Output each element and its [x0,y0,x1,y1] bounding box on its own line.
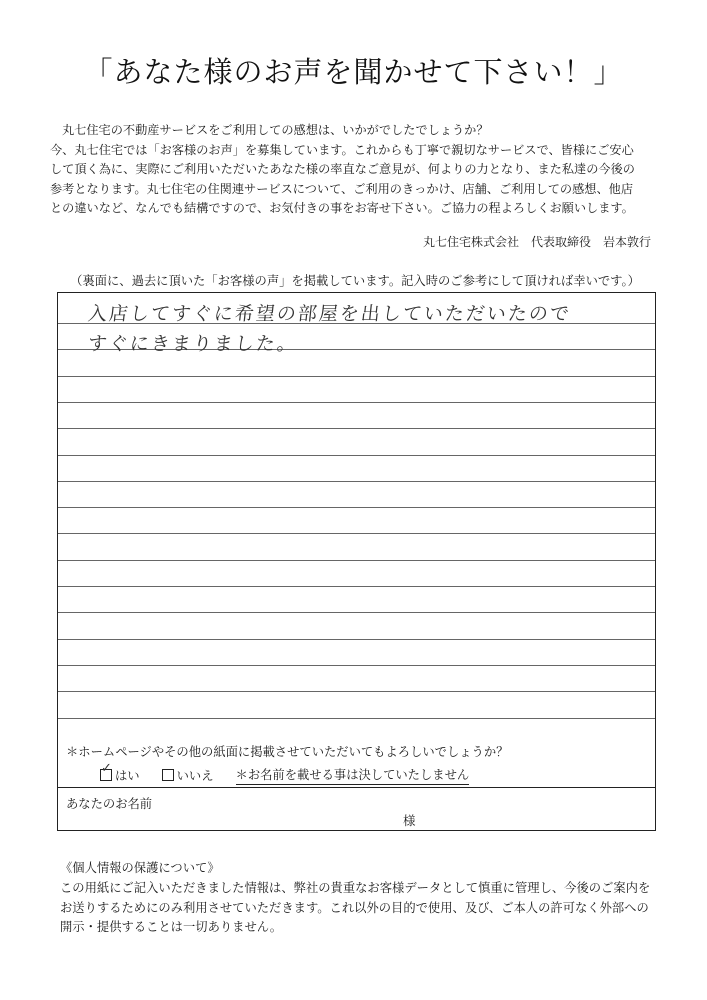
privacy-line: お送りするためにのみ利用させていただきます。これ以外の目的で使用、及び、ご本人の許可なく外部への [60,900,649,915]
honorific: 様 [403,813,416,828]
ruled-line [58,612,655,613]
checkmark-icon: ✓ [101,761,112,776]
ruled-line [58,691,655,692]
handwritten-comment-line: すぐにきまりました。 [86,333,300,355]
no-checkbox[interactable] [162,769,174,781]
no-label: いいえ [176,769,214,783]
ruled-line [58,428,655,429]
intro-line: との違いなど、なんでも結構ですので、お気付きの事をお寄せ下さい。ご協力の程よろしくお願いします。 [50,201,634,215]
ruled-line [58,560,655,561]
permission-options [100,761,470,785]
ruled-line [58,533,655,534]
name-label: あなたのお名前 [66,797,153,811]
privacy-line: 開示・提供することは一切ありません。 [60,920,283,934]
anonymous-note: ＊お名前を載せる事は決していたしません [236,765,470,785]
ruled-line [58,586,655,587]
privacy-title: 《個人情報の保護について》 [60,861,220,875]
feedback-form [57,292,656,831]
privacy-line: この用紙にご記入いただきました情報は、弊社の貴重なお客様データとして慎重に管理し、今後のご案内を [60,881,651,895]
permission-question: ＊ホームページやその他の紙面に掲載させていただいてもよろしいでしょうか？ [66,745,509,759]
yes-label: はい [115,769,140,783]
ruled-line [58,665,655,666]
ruled-line [58,481,655,482]
handwritten-comment-line: 入店してすぐに希望の部屋を出していただいたので [86,303,573,325]
intro-line: して頂く為に、実際にご利用いただいたあなた様の率直なご意見が、何よりの力となり、また私達の今後の [50,162,635,176]
option-no[interactable] [162,766,214,784]
intro-line: 参考となります。丸七住宅の住関連サービスについて、ご利用のきっかけ、店舗、ご利用しての感想、他店 [50,181,634,196]
ruled-line [58,507,655,508]
intro-line: 今、丸七住宅では「お客様のお声」を募集しています。これからも丁寧で親切なサービスで、皆様にご安心 [50,142,634,157]
ruled-line [58,718,655,719]
page-title: 「あなた様のお声を聞かせて下さい！」 [83,55,624,89]
yes-checkbox[interactable] [100,761,112,781]
signature: 丸七住宅株式会社 代表取締役 岩本敦行 [422,235,651,249]
option-yes[interactable] [100,761,140,784]
privacy-text [60,879,660,938]
ruled-line [58,455,655,456]
reference-note: （裏面に、過去に頂いた「お客様の声」を掲載しています。記入時のご参考にして頂ければ幸いです。） [70,274,640,288]
ruled-line [58,376,655,377]
name-divider [58,787,655,788]
intro-line: 丸七住宅の不動産サービスをご利用しての感想は、いかがでしたでしょうか？ [62,123,489,137]
ruled-line [58,402,655,403]
intro-text [50,121,660,219]
ruled-line [58,639,655,640]
